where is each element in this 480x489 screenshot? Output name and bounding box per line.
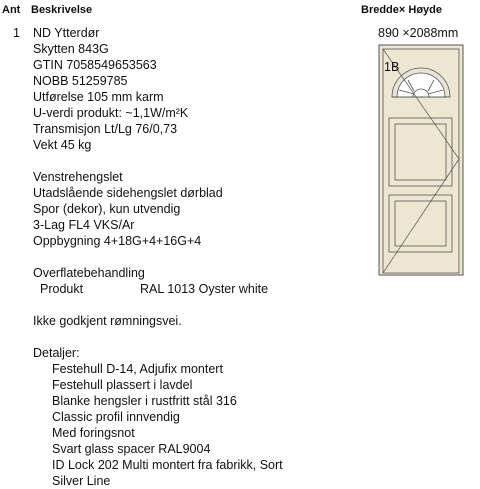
- column-header-dimensions: Bredde× Høyde: [361, 4, 442, 16]
- item-quantity: 1: [13, 26, 20, 40]
- spec-line: Transmisjon Lt/Lg 76/0,73: [33, 122, 178, 136]
- column-header-description: Beskrivelse: [31, 4, 93, 16]
- hinge-line: Venstrehengslet: [33, 170, 123, 184]
- hinge-line: Spor (dekor), kun utvendig: [33, 202, 181, 216]
- item-dimensions: 890 ×2088mm: [378, 26, 459, 40]
- detail-item: ID Lock 202 Multi montert fra fabrikk, Sort: [52, 458, 283, 472]
- detail-item: Silver Line: [52, 474, 111, 488]
- detail-item: Classic profil innvendig: [52, 410, 180, 424]
- hinge-line: Oppbygning 4+18G+4+16G+4: [33, 234, 202, 248]
- detail-item: Med foringsnot: [52, 426, 135, 440]
- spec-line: U-verdi produkt: ~1,1W/m²K: [33, 106, 189, 120]
- detail-item: Festehull plassert i lavdel: [52, 378, 193, 392]
- surface-value: RAL 1013 Oyster white: [140, 282, 269, 296]
- detail-item: Festehull D-14, Adjufix montert: [52, 362, 223, 376]
- surface-row: [33, 281, 283, 297]
- drawing-label: 1B: [384, 60, 400, 74]
- item-title: ND Ytterdør: [33, 26, 100, 40]
- escape-route-note: Ikke godkjent rømningsvei.: [33, 314, 182, 328]
- details-heading: Detaljer:: [33, 346, 80, 360]
- surface-heading: Overflatebehandling: [33, 266, 145, 280]
- hinge-line: Utadslående sidehengslet dørblad: [33, 186, 223, 200]
- door-drawing: [378, 44, 464, 276]
- column-header-quantity: Ant: [2, 4, 21, 16]
- spec-line: Vekt 45 kg: [33, 138, 92, 152]
- spec-line: Skytten 843G: [33, 42, 109, 56]
- lower-panel: [389, 195, 452, 252]
- surface-label: Produkt: [40, 282, 84, 296]
- hinge-line: 3-Lag FL4 VKS/Ar: [33, 218, 135, 232]
- upper-panel: [389, 118, 452, 186]
- spec-line: Utførelse 105 mm karm: [33, 90, 164, 104]
- spec-line: NOBB 51259785: [33, 74, 128, 88]
- item-description: [33, 41, 283, 489]
- detail-item: Svart glass spacer RAL9004: [52, 442, 211, 456]
- detail-item: Blanke hengsler i rustfritt stål 316: [52, 394, 237, 408]
- spec-line: GTIN 7058549653563: [33, 58, 157, 72]
